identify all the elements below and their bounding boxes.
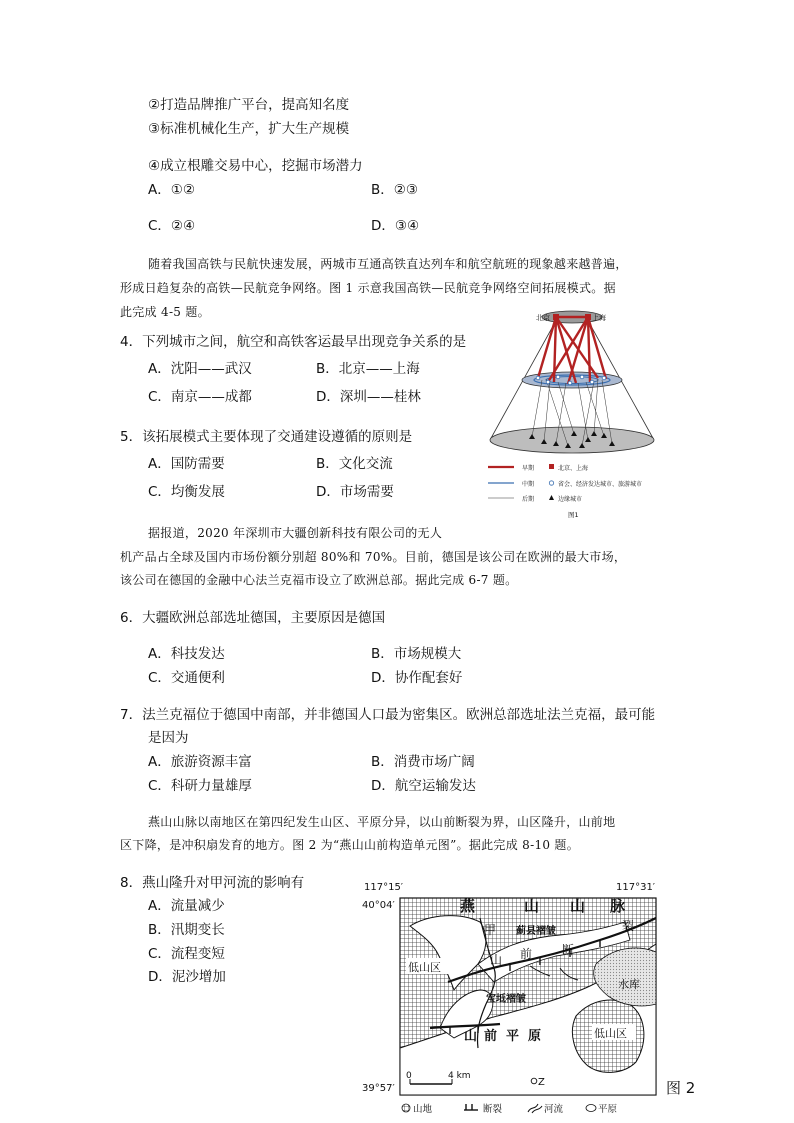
q3-choice-c: C．②④ — [148, 218, 196, 234]
q4-stem: 4．下列城市之间，航空和高铁客运最早出现竞争关系的是 — [120, 334, 467, 350]
q7-stem: 7．法兰克福位于德国中南部，并非德国人口最为密集区。欧洲总部选址法兰克福，最可能 — [120, 707, 656, 723]
fig1-legend-middle: 中期 — [522, 481, 535, 488]
q5-choice-b: B．文化交流 — [316, 456, 393, 472]
fig2-z-label: Z — [538, 1077, 545, 1088]
q6-choice-c: C．交通便利 — [148, 670, 225, 686]
fig2-lon-right: 117°31′ — [616, 882, 656, 893]
q7-choice-a: A．旅游资源丰富 — [148, 754, 252, 770]
q7-choice-d: D．航空运输发达 — [371, 778, 476, 794]
q3-choice-d: D．③④ — [371, 218, 420, 234]
fig2-caption: 图 2 — [666, 1079, 696, 1097]
fig2-label-reservoir: 水库 — [618, 978, 640, 991]
q5-choice-c: C．均衡发展 — [148, 484, 225, 500]
q5-stem: 5．该拓展模式主要体现了交通建设遵循的原则是 — [120, 429, 413, 445]
q5-choice-d: D．市场需要 — [316, 484, 394, 500]
q8-choice-a: A．流量减少 — [148, 898, 225, 914]
fig1-legend-late: 后期 — [522, 496, 535, 503]
fig2-lat-top: 40°04′ — [362, 900, 395, 911]
fig2-legend-river: 河流 — [544, 1104, 564, 1115]
passage1-line3: 此完成 4-5 题。 — [120, 305, 210, 319]
q7-stem-line2: 是因为 — [148, 730, 189, 746]
fig2-legend-fault: 断裂 — [483, 1104, 503, 1115]
q3-choice-a: A．①② — [148, 182, 195, 198]
q6-choice-b: B．市场规模大 — [371, 646, 462, 662]
q5-choice-a: A．国防需要 — [148, 456, 225, 472]
option-2: ②打造品牌推广平台，提高知名度 — [148, 97, 350, 113]
figure-1-network-diagram — [486, 306, 658, 520]
fig2-label-duan: 断 — [562, 943, 575, 957]
fig1-legend-middle-mark: 省会、经济发达城市、旅游城市 — [558, 481, 643, 488]
q6-choice-a: A．科技发达 — [148, 646, 225, 662]
fig2-plain-4: 原 — [528, 1029, 542, 1044]
fig1-caption: 图1 — [568, 511, 579, 519]
q4-choice-d: D．深圳——桂林 — [316, 389, 421, 405]
fig2-label-jia: 甲 — [484, 923, 497, 937]
passage1-line1: 随着我国高铁与民航快速发展，两城市互通高铁直达列车和航空航班的现象越来越普遍， — [148, 257, 628, 271]
fig2-lon-left: 117°15′ — [364, 882, 404, 893]
q3-choice-b: B．②③ — [371, 182, 418, 198]
fig2-mountain-4: 脉 — [610, 897, 626, 915]
fig2-label-baodi: 宝坻褶皱 — [486, 994, 526, 1005]
passage2-line2: 机产品占全球及国内市场份额分别超 80%和 70%。目前，德国是该公司在欧洲的最大市场， — [120, 550, 627, 564]
fig2-plain-2: 前 — [484, 1029, 498, 1044]
fig2-lat-bottom: 39°57′ — [362, 1083, 395, 1094]
option-3: ③标准机械化生产，扩大生产规模 — [148, 121, 350, 137]
q8-stem: 8．燕山隆升对甲河流的影响有 — [120, 875, 305, 891]
option-4: ④成立根雕交易中心，挖掘市场潜力 — [148, 158, 363, 174]
figure-2-map — [360, 878, 700, 1118]
passage3-line1: 燕山山脉以南地区在第四纪发生山区、平原分异，以山前断裂为界，山区隆升，山前地 — [148, 815, 616, 829]
fig2-label-qian: 前 — [520, 947, 533, 961]
fig1-label-shanghai: 上海 — [592, 314, 606, 322]
q8-choice-d: D．泥沙增加 — [148, 969, 226, 985]
q4-choice-b: B．北京——上海 — [316, 361, 420, 377]
passage2-line3: 该公司在德国的金融中心法兰克福市设立了欧洲总部。据此完成 6-7 题。 — [120, 573, 518, 587]
q7-choice-c: C．科研力量雄厚 — [148, 778, 252, 794]
fig2-mountain-1: 燕 — [460, 897, 476, 915]
fig1-legend-early: 早期 — [522, 465, 535, 472]
fig2-legend-plain: 平原 — [598, 1104, 618, 1115]
q8-choice-c: C．流程变短 — [148, 946, 225, 962]
fig2-legend-mountain: 山地 — [413, 1104, 433, 1115]
late-layer-ellipse — [490, 427, 654, 453]
scale-km: 4 km — [448, 1071, 471, 1081]
fig2-plain-3: 平 — [506, 1029, 520, 1044]
fig1-legend-late-mark: 边缘城市 — [558, 496, 583, 503]
fig2-label-shan: 山 — [490, 953, 503, 967]
fig2-label-low-hill-right: 低山区 — [594, 1027, 627, 1040]
q6-stem: 6．大疆欧洲总部选址德国，主要原因是德国 — [120, 610, 386, 626]
q4-choice-a: A．沈阳——武汉 — [148, 361, 252, 377]
fig2-label-lie: 裂 — [622, 919, 635, 933]
q4-choice-c: C．南京——成都 — [148, 389, 252, 405]
q8-choice-b: B．汛期变长 — [148, 922, 225, 938]
fig2-label-low-hill-left: 低山区 — [408, 961, 441, 974]
fig2-mountain-3: 山 — [570, 897, 586, 915]
passage2-line1: 据报道，2020 年深圳市大疆创新科技有限公司的无人 — [148, 526, 443, 540]
q6-choice-d: D．协作配套好 — [371, 670, 463, 686]
passage1-line2: 形成日趋复杂的高铁—民航竞争网络。图 1 示意我国高铁—民航竞争网络空间拓展模式。据 — [120, 281, 616, 295]
passage3-line2: 区下降，是冲积扇发育的地方。图 2 为“燕山山前构造单元图”。据此完成 8-10 题。 — [120, 838, 580, 852]
fig2-plain-1: 山 — [464, 1029, 478, 1044]
fig1-legend-early-mark: 北京、上海 — [558, 465, 589, 472]
fig1-label-beijing: 北京 — [536, 314, 550, 322]
scale-zero: 0 — [406, 1071, 412, 1081]
fig2-label-jixian: 蓟县褶皱 — [516, 926, 556, 937]
fig2-mountain-2: 山 — [524, 897, 540, 915]
q7-choice-b: B．消费市场广阔 — [371, 754, 475, 770]
